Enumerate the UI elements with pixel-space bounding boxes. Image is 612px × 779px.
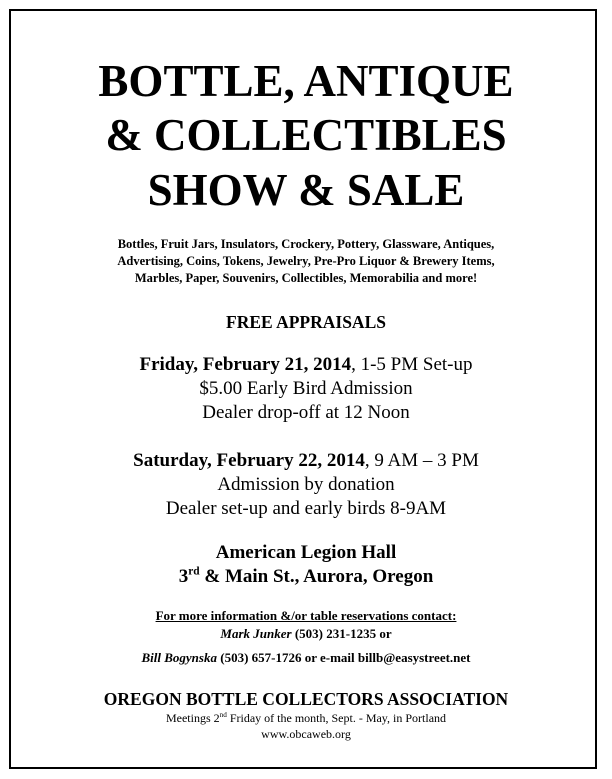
venue-name: American Legion Hall: [215, 542, 397, 563]
saturday-admission: Admission by donation: [217, 474, 395, 495]
friday-line-1: [0, 353, 612, 377]
saturday-time: , 9 AM – 3 PM: [364, 450, 479, 471]
saturday-setup: Dealer set-up and early birds 8-9AM: [165, 498, 447, 519]
friday-dropoff: Dealer drop-off at 12 Noon: [202, 402, 410, 423]
meetings-prefix: Meetings 2: [165, 711, 220, 725]
meetings-info: [0, 711, 612, 725]
organization-name: OREGON BOTTLE COLLECTORS ASSOCIATION: [103, 689, 509, 709]
saturday-line-1: [0, 449, 612, 473]
items-line-3: Marbles, Paper, Souvenirs, Collectibles, Memorabilia and more!: [134, 271, 478, 285]
title-line-1: BOTTLE, ANTIQUE: [98, 56, 514, 106]
contact-person-2: [0, 649, 612, 667]
friday-date: Friday, February 21, 2014: [139, 354, 352, 375]
items-line-2: Advertising, Coins, Tokens, Jewelry, Pre-Pro Liquor & Brewery Items,: [117, 254, 495, 268]
contact-person-2-details: (503) 657-1726 or e-mail billb@easystreet.net: [216, 650, 471, 665]
saturday-date: Saturday, February 22, 2014: [133, 450, 365, 471]
venue-street-number: 3: [178, 566, 189, 587]
contact-heading: For more information &/or table reservations contact:: [155, 608, 457, 623]
meetings-rest: Friday of the month, Sept. - May, in Portland: [226, 711, 447, 725]
items-line-1: Bottles, Fruit Jars, Insulators, Crockery, Pottery, Glassware, Antiques,: [117, 237, 495, 251]
title-line-3: SHOW & SALE: [147, 165, 465, 215]
contact-person-2-name: Bill Bogynska: [141, 650, 217, 665]
contact-person-1: [0, 625, 612, 643]
venue-street-rest: & Main St., Aurora, Oregon: [199, 566, 434, 587]
free-appraisals-heading: FREE APPRAISALS: [226, 312, 386, 332]
meetings-suffix: nd: [219, 711, 227, 719]
website-link[interactable]: www.obcaweb.org: [261, 727, 351, 741]
venue-street-suffix: rd: [188, 565, 200, 578]
friday-time: , 1-5 PM Set-up: [351, 354, 473, 375]
contact-person-1-phone: (503) 231-1235 or: [291, 626, 392, 641]
friday-admission: $5.00 Early Bird Admission: [199, 378, 413, 399]
venue-address: [0, 565, 612, 589]
contact-person-1-name: Mark Junker: [220, 626, 292, 641]
title-line-2: & COLLECTIBLES: [105, 110, 507, 160]
